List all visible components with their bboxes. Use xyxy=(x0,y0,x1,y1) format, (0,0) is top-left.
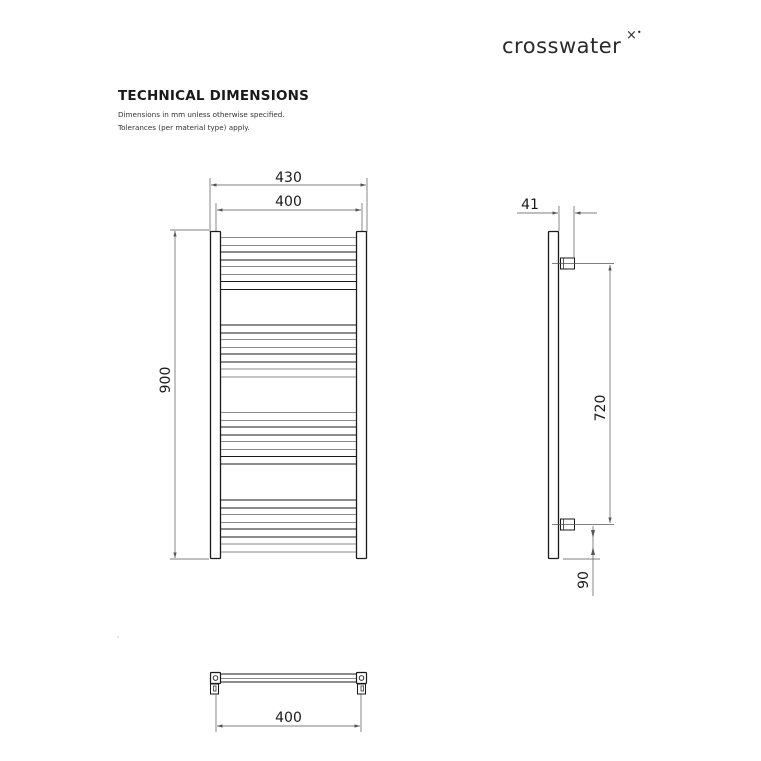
dimension-bracket-centres xyxy=(552,264,614,525)
bar-group-3 xyxy=(221,413,356,465)
dimension-centres-width xyxy=(216,194,362,232)
bar-group-4 xyxy=(221,500,356,552)
side-rail xyxy=(549,232,559,559)
dim-label-430: 430 xyxy=(275,170,302,186)
dim-label-bottom-400: 400 xyxy=(275,710,302,726)
right-rail xyxy=(357,232,367,559)
dim-label-41: 41 xyxy=(521,197,539,213)
side-view xyxy=(517,197,614,596)
left-rail xyxy=(211,232,221,559)
bottom-view xyxy=(211,673,367,733)
brand-name: crosswater xyxy=(502,34,622,58)
dimension-height xyxy=(158,230,209,559)
bar-group-1 xyxy=(221,238,356,290)
right-end-cap xyxy=(357,673,367,684)
stray-mark xyxy=(117,636,118,637)
left-bracket xyxy=(211,684,219,694)
dimension-bracket-from-bottom xyxy=(563,526,600,596)
brand-mark-icon: ×• xyxy=(626,28,642,43)
tolerance-note: Tolerances (per material type) apply. xyxy=(118,123,250,132)
right-bracket xyxy=(358,684,366,694)
front-view xyxy=(158,170,367,559)
page-title: TECHNICAL DIMENSIONS xyxy=(118,88,310,104)
dim-label-720: 720 xyxy=(593,394,609,422)
dim-label-900: 900 xyxy=(158,366,174,394)
dimension-bottom-centres xyxy=(216,694,361,732)
left-end-cap xyxy=(211,673,221,684)
dim-label-400: 400 xyxy=(275,194,302,210)
units-note: Dimensions in mm unless otherwise specified. xyxy=(118,110,285,119)
dim-label-90: 90 xyxy=(576,571,592,589)
bar-group-2 xyxy=(221,325,356,377)
